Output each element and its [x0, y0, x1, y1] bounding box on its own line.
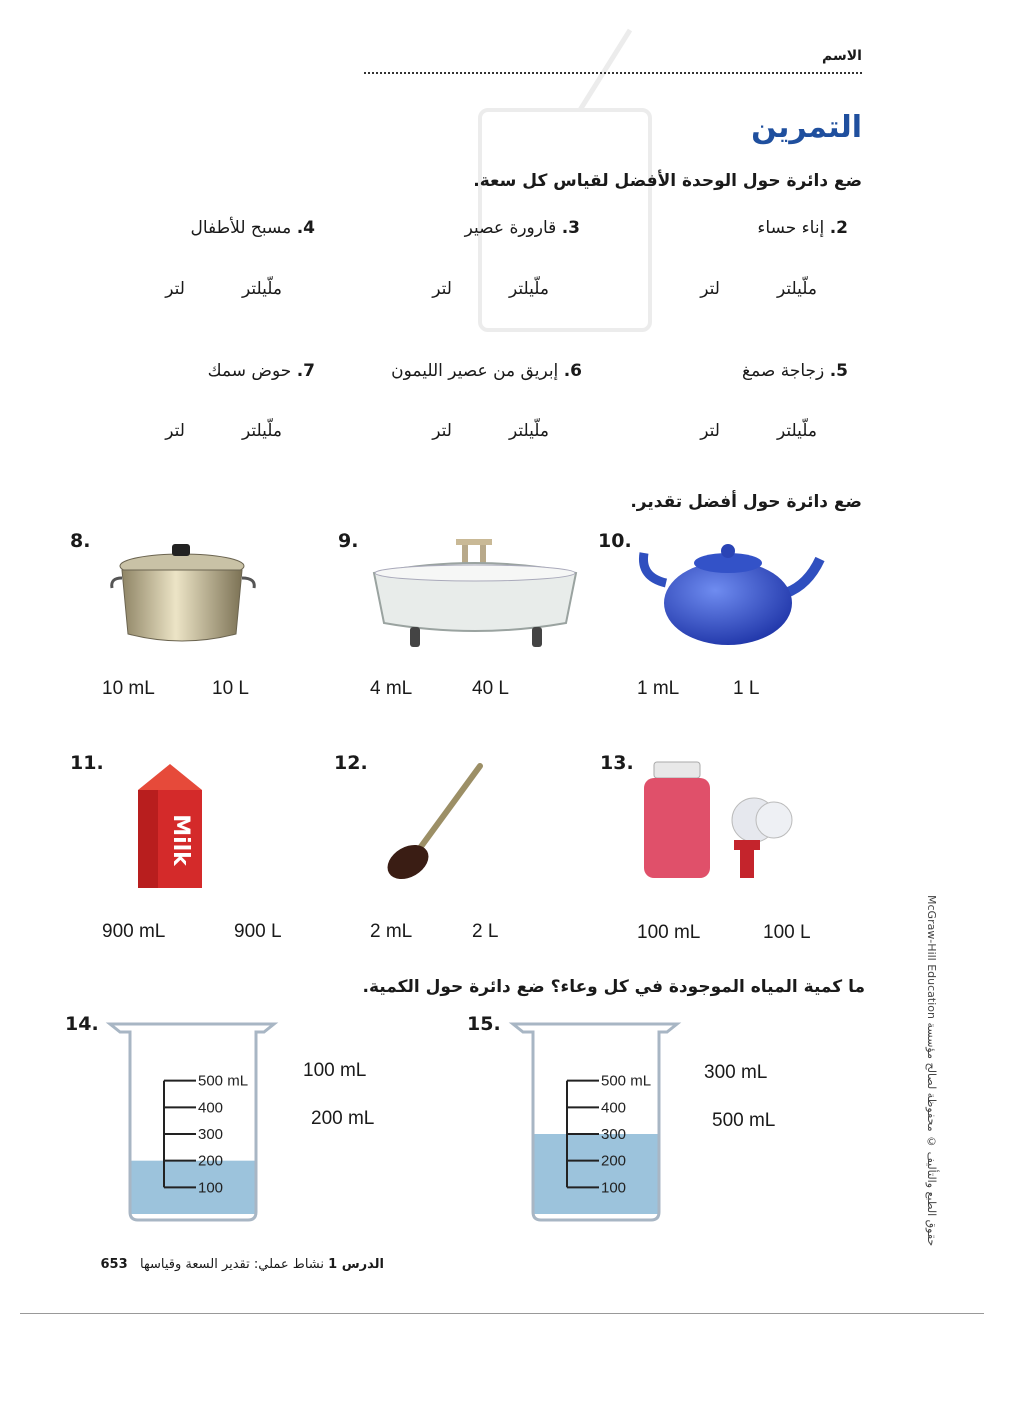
item-label: زجاجة صمغ	[742, 361, 825, 381]
item-number: 4.	[296, 218, 315, 238]
item-label: قارورة عصير	[464, 218, 557, 238]
option-milliliter[interactable]: ملّيلتر	[508, 421, 549, 441]
milk-carton-text: Milk	[168, 814, 193, 866]
item-label: إناء حساء	[757, 218, 825, 238]
medicine-bottle-picture	[636, 758, 806, 886]
section1-instruction: ضع دائرة حول الوحدة الأفضل لقياس كل سعة.	[473, 171, 862, 191]
item-number: 10.	[598, 530, 632, 552]
choice-10-ml[interactable]: 10 mL	[102, 678, 155, 699]
choice-500-ml[interactable]: 500 mL	[712, 1110, 776, 1131]
choice-2-ml[interactable]: 2 mL	[370, 921, 413, 942]
option-liter[interactable]: لتر	[165, 279, 185, 299]
choice-200-ml[interactable]: 200 mL	[311, 1108, 375, 1129]
scale-label: 400	[601, 1099, 627, 1117]
water-level	[533, 1134, 659, 1214]
name-field-line[interactable]	[364, 72, 862, 74]
cooking-pot-picture	[108, 538, 260, 650]
copyright-side-note: McGraw-Hill Education حقوق الطبع والتأليف © محفوظة لصالح مؤسسة	[925, 895, 938, 1247]
choice-40-l[interactable]: 40 L	[472, 678, 509, 699]
bathtub-picture	[370, 535, 580, 650]
item-number: 12.	[334, 752, 368, 774]
scale-label: 500 mL	[198, 1072, 249, 1090]
section2-instruction: ضع دائرة حول أفضل تقدير.	[630, 492, 862, 512]
lesson-number: الدرس 1	[328, 1257, 384, 1272]
item-label: مسبح للأطفال	[190, 218, 292, 238]
item-number: 11.	[70, 752, 104, 774]
scale-label: 400	[198, 1099, 224, 1117]
page-footer	[74, 1257, 384, 1272]
scale-label: 500 mL	[601, 1072, 652, 1090]
page-number: 653	[100, 1257, 128, 1272]
item-number: 14.	[65, 1013, 99, 1035]
scale-label: 100	[198, 1179, 224, 1197]
choice-100-ml[interactable]: 100 mL	[637, 922, 701, 943]
bottom-rule	[20, 1313, 984, 1314]
choice-1-l[interactable]: 1 L	[733, 678, 760, 699]
item-number: 5.	[829, 361, 848, 381]
scale-label: 100	[601, 1179, 627, 1197]
page-title: التمرين	[751, 110, 862, 145]
milk-carton-picture	[130, 760, 210, 892]
item-number: 9.	[338, 530, 359, 552]
lesson-title: نشاط عملي: تقدير السعة وقياسها	[140, 1257, 325, 1272]
spoon-picture	[380, 760, 490, 885]
option-liter[interactable]: لتر	[165, 421, 185, 441]
item-6	[330, 361, 582, 381]
item-number: 15.	[467, 1013, 501, 1035]
option-milliliter[interactable]: ملّيلتر	[508, 279, 549, 299]
item-5	[690, 361, 848, 381]
option-milliliter[interactable]: ملّيلتر	[776, 421, 817, 441]
beaker-14	[104, 1018, 280, 1224]
choice-100-l[interactable]: 100 L	[763, 922, 811, 943]
item-number: 3.	[561, 218, 580, 238]
choice-900-ml[interactable]: 900 mL	[102, 921, 166, 942]
item-number: 2.	[829, 218, 848, 238]
section3-instruction: ما كمية المياه الموجودة في كل وعاء؟ ضع دائرة حول الكمية.	[362, 977, 865, 997]
option-liter[interactable]: لتر	[700, 421, 720, 441]
choice-300-ml[interactable]: 300 mL	[704, 1062, 768, 1083]
choice-4-ml[interactable]: 4 mL	[370, 678, 413, 699]
option-liter[interactable]: لتر	[432, 421, 452, 441]
item-number: 13.	[600, 752, 634, 774]
scale-label: 200	[601, 1152, 627, 1170]
scale-label: 300	[198, 1126, 224, 1143]
item-number: 8.	[70, 530, 91, 552]
item-number: 6.	[563, 361, 582, 381]
item-7	[160, 361, 315, 381]
item-3	[400, 218, 580, 238]
choice-1-ml[interactable]: 1 mL	[637, 678, 680, 699]
option-milliliter[interactable]: ملّيلتر	[776, 279, 817, 299]
option-milliliter[interactable]: ملّيلتر	[241, 421, 282, 441]
item-2	[680, 218, 848, 238]
teapot-picture	[636, 533, 826, 648]
scale-label: 300	[601, 1126, 627, 1143]
item-4	[120, 218, 315, 238]
choice-100-ml[interactable]: 100 mL	[303, 1060, 367, 1081]
choice-2-l[interactable]: 2 L	[472, 921, 499, 942]
beaker-15	[507, 1018, 683, 1224]
name-label: الاسم	[822, 48, 862, 64]
option-liter[interactable]: لتر	[432, 279, 452, 299]
item-label: حوض سمك	[207, 361, 292, 381]
option-milliliter[interactable]: ملّيلتر	[241, 279, 282, 299]
item-label: إبريق من عصير الليمون	[391, 361, 559, 381]
choice-900-l[interactable]: 900 L	[234, 921, 282, 942]
option-liter[interactable]: لتر	[700, 279, 720, 299]
scale-label: 200	[198, 1152, 224, 1170]
item-number: 7.	[296, 361, 315, 381]
choice-10-l[interactable]: 10 L	[212, 678, 249, 699]
